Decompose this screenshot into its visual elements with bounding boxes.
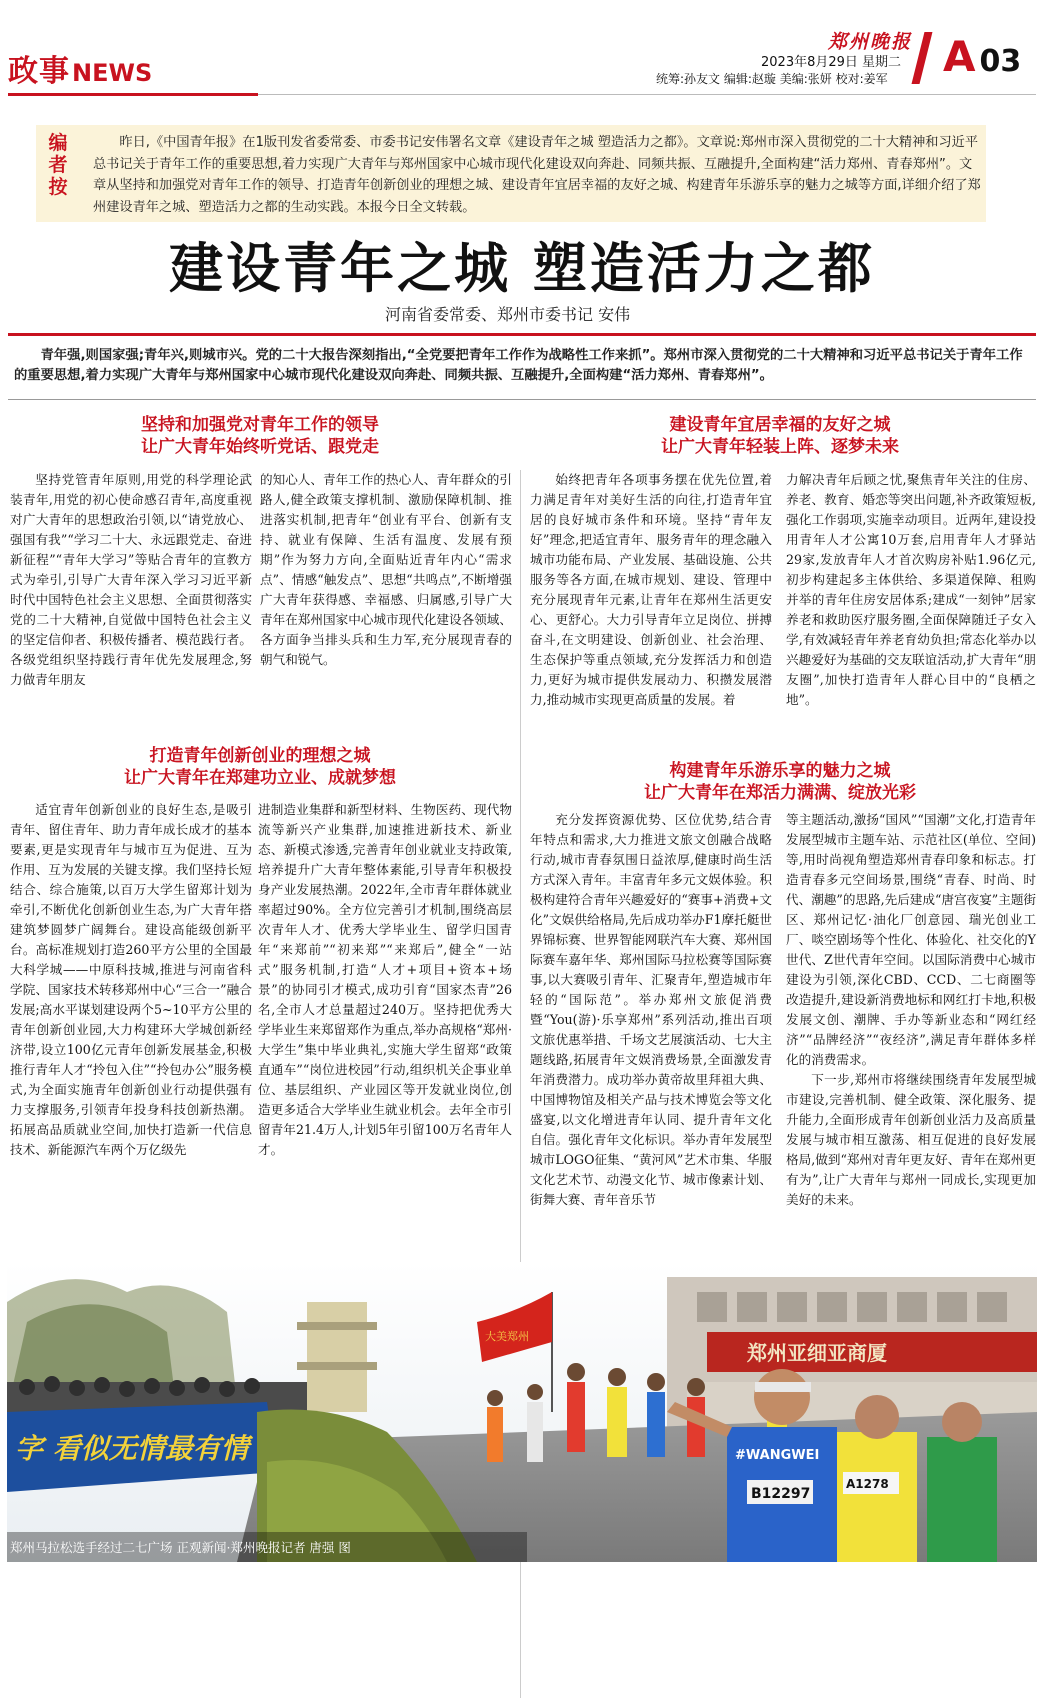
section1-heading-line1: 坚持和加强党对青年工作的领导: [141, 415, 379, 435]
article-lead: 青年强,则国家强;青年兴,则城市兴。党的二十大报告深刻指出,“全党要把青年工作作为战略性工作来抓”。郑州市深入贯彻党的二十大精神和习近平总书记关于青年工作的重要思想,着力实现广大青年与郑州国家中心城市现代化建设双向奔赴、同频共振、互融提升,全面构建“活力郑州、青春郑州”。: [14, 348, 1023, 383]
section4-heading-line1: 构建青年乐游乐享的魅力之城: [669, 761, 891, 781]
section1-heading-line2: 让广大青年始终听党话、跟党走: [141, 437, 379, 457]
section3-col2: 力解决青年后顾之忧,聚焦青年关注的住房、养老、教育、婚恋等突出问题,补齐政策短板,强化工作弱项,实施幸动项目。近两年,建设投用青年人才公寓10万套,启用青年人才驿站29家,发放青年人才首次购房补贴1.96亿元,初步构建起多主体供给、多渠道保障、租购并举的青年住房安居体系;建成“一刻钟”居家养老和救助医疗服务圈,全面保障随迁子女入学,有效减轻青年养老育幼负担;常态化举办以兴趣爱好为基础的交友联谊活动,扩大青年“朋友圈”,加快打造青年人群心目中的“良栖之地”。: [786, 472, 1036, 707]
section2-heading: [10, 745, 510, 789]
lead-rule: [8, 399, 1036, 400]
building-sign: 郑州亚细亚商厦: [747, 1341, 887, 1365]
section4-col2-wrap: [786, 810, 1036, 1210]
staff-credits: 统筹:孙友文 编辑:赵璇 美编:张妍 校对:姜军: [656, 72, 888, 86]
section-underline: [8, 93, 258, 96]
page-digits: 03: [979, 44, 1022, 79]
section-title: [8, 46, 152, 90]
issue-date: 2023年8月29日 星期二: [761, 55, 902, 70]
section2-heading-line2: 让广大青年在郑建功立业、成就梦想: [124, 768, 396, 788]
section4-closing: 下一步,郑州市将继续围绕青年发展型城市建设,完善机制、健全政策、深化服务、提升能力,全面形成青年创新创业活力及高质量发展与城市相互激荡、相互促进的良好发展格局,做到“郑州对青年更友好、青年在郑州更有为”,让广大青年与郑州一同成长,实现更加美好的未来。: [786, 1072, 1036, 1207]
section3-col1: 始终把青年各项事务摆在优先位置,着力满足青年对美好生活的向往,打造青年宜居的良好城市条件和环境。坚持“青年友好”理念,把适宜青年、服务青年的理念融入城市功能布局、产业发展、基础设施、公共服务等各方面,在城市规划、建设、管理中充分展现青年元素,让青年在郑州生活更安心、更舒心。大力引导青年立足岗位、拼搏奋斗,在文明建设、创新创业、社会治理、生态保护等重点领域,充分发挥活力和创造力,更好为城市提供发展动力、积攒发展潜力,推动城市实现更高质量的发展。着: [530, 472, 772, 707]
flag-text: 大美郑州: [485, 1330, 529, 1343]
section1-col2: 的知心人、青年工作的热心人、青年群众的引路人,健全政策支撑机制、激励保障机制、推进落实机制,把青年“创业有平台、创新有支持、就业有保障、生活有温度、发展有预期”作为努力方向,全面贴近青年内心“需求点”、情感“触发点”、思想“共鸣点”,不断增强广大青年获得感、幸福感、归属感,引导广大青年在郑州国家中心城市现代化建设各领域、各方面争当排头兵和生力军,充分展现青春的朝气和锐气。: [260, 472, 512, 667]
article-byline: 河南省委常委、郑州市委书记 安伟: [385, 305, 631, 324]
section2-col1: 适宜青年创新创业的良好生态,是吸引青年、留住青年、助力青年成长成才的基本要素,更是实现青年与城市互为促进、互为作用、互为发展的关键支撑。我们坚持长短结合、综合施策,以百万大学生留郑计划为牵引,不断优化创新创业生态,为广大青年搭建筑梦圆梦广阔舞台。建设高能级创新平台。高标准规划打造260平方公里的全国最大科学城——中原科技城,推进与河南省科学院、国家技术转移郑州中心“三合一”融合发展;高水平谋划建设两个5~10平方公里的青年创新创业园,大力构建环大学城创新经济带,设立100亿元青年创新发展基金,积极推行青年人才“拎包入住”“拎包办公”服务模式,为全面实施青年创新创业行动提供强有力支撑服务,引领青年投身科技创新热潮。拓展高品质就业空间,加快打造新一代信息技术、新能源汽车两个万亿级先: [10, 802, 252, 1157]
section2-col2: 进制造业集群和新型材料、生物医药、现代物流等新兴产业集群,加速推进新技术、新业态、新模式渗透,完善青年创业就业支持政策,培养提升广大青年整体素能,引导青年积极投身产业发展热潮。2022年,全市青年群体就业率超过90%。全方位完善引才机制,围绕高层次青年人才、优秀大学毕业生、留学归国青年“来郑前”“初来郑”“来郑后”,健全“一站式”服务机制,打造“人才+项目+资本+场景”的协同引才模式,成功引育“国家杰青”26名,全市人才总量超过240万。坚持把优秀大学毕业生来郑留郑作为重点,举办高规格“郑州·大学生”集中毕业典礼,实施大学生留郑“政策直通车”“岗位进校园”行动,组织机关企事业单位、基层组织、产业园区等开发就业岗位,创造更多适合大学毕业生就业机会。去年全市引留青年21.4万人,计划5年引留100万名青年人才。: [258, 802, 512, 1157]
bib-number-2: A1278: [846, 1477, 889, 1491]
section3-heading: [530, 414, 1030, 458]
section1-col1: 坚持党管青年原则,用党的科学理论武装青年,用党的初心使命感召青年,高度重视对广大青年的思想政治引领,以“请党放心、强国有我”“学习二十大、永远跟党走、奋进新征程”“青年大学习”等贴合青年的宣教方式为牵引,引导广大青年深入学习习近平新时代中国特色社会主义思想、全面贯彻落实党的二十大精神,自觉做中国特色社会主义的坚定信仰者、积极传播者、模范践行者。各级党组织坚持践行青年优先发展理念,努力做青年朋友: [10, 472, 252, 687]
section4-col2: 等主题活动,激扬“国风”“国潮”文化,打造青年发展型城市主题车站、示范社区(单位、空间)等,用时尚视角塑造郑州青春印象和标志。打造青春多元空间场景,围绕“青春、时尚、时代、潮趣”的思路,先后建成“唐宫夜宴”主题街区、郑州记忆·油化厂创意园、瑞光创业工厂、啖空剧场等个性化、体验化、社交化的Y世代、Z世代青年空间。以国际消费中心城市建设为引领,深化CBD、CCD、二七商圈等改造提升,建设新消费地标和网红打卡地,积极发展文创、潮牌、手办等新业态和“网红经济”“品牌经济”“夜经济”,满足青年群体多样化的消费需求。: [786, 812, 1037, 1067]
header-divider: [258, 94, 1036, 95]
section-title-en: NEWS: [72, 59, 153, 87]
marathon-photo: [7, 1262, 1037, 1562]
page-number: [943, 32, 1021, 81]
editor-note-tag: 编者按: [48, 132, 68, 198]
marathon-photo-illustration: [7, 1262, 1037, 1562]
bib-number-1: B12297: [751, 1486, 811, 1502]
page-slash-decoration: [912, 32, 933, 84]
newspaper-logo: 郑州晚报: [828, 31, 913, 53]
section4-heading-line2: 让广大青年在郑活力满满、绽放光彩: [644, 783, 916, 803]
page-letter: A: [943, 32, 976, 81]
section-title-cn: 政事: [8, 54, 70, 89]
section3-heading-line1: 建设青年宜居幸福的友好之城: [669, 415, 891, 435]
banner-text: 字 看似无情最有情: [15, 1432, 249, 1465]
section1-heading: [10, 414, 510, 458]
editor-note-text: 昨日,《中国青年报》在1版刊发省委常委、市委书记安伟署名文章《建设青年之城 塑造活力之都》。文章说:郑州市深入贯彻党的二十大精神和习近平总书记关于青年工作的重要思想,着力实现广大青年与郑州国家中心城市现代化建设双向奔赴、同频共振、互融提升,全面构建“活力郑州、青春郑州”。文章从坚持和加强党对青年工作的领导、打造青年创新创业的理想之城、建设青年宜居幸福的友好之城、构建青年乐游乐享的魅力之城等方面,详细介绍了郑州建设青年之城、塑造活力之都的生动实践。本报今日全文转载。: [93, 135, 981, 215]
section2-heading-line1: 打造青年创新创业的理想之城: [149, 746, 371, 766]
photo-caption: 郑州马拉松选手经过二七广场 正观新闻·郑州晚报记者 唐强 图: [10, 1540, 351, 1555]
headline-rule: [8, 333, 1036, 336]
shirt-text: #WANGWEI: [735, 1448, 820, 1463]
section4-col1: 充分发挥资源优势、区位优势,结合青年特点和需求,大力推进文旅文创融合战略行动,城市青春氛围日益浓厚,健康时尚生活方式深入青年。丰富青年多元文娱体验。积极构建符合青年兴趣爱好的“赛事+消费+文化”文娱供给格局,先后成功举办F1摩托艇世界锦标赛、世界智能网联汽车大赛、郑州国际赛车嘉年华、郑州国际马拉松赛等国际赛事,以大赛吸引青年、汇聚青年,塑造城市年轻的“国际范”。举办郑州文旅促消费暨“You(游)·乐享郑州”系列活动,推出百项文旅优惠举措、千场文艺展演活动、七大主题线路,拓展青年文娱消费场景,全面激发青年消费潜力。成功举办黄帝故里拜祖大典、中国博物馆及相关产品与技术博览会等文化盛宴,以文化增进青年认同、提升青年文化自信。强化青年文化标识。举办青年发展型城市LOGO征集、“黄河风”艺术市集、华服文化艺术节、动漫文化节、城市像素计划、街舞大赛、青年音乐节: [530, 812, 772, 1207]
article-headline: 建设青年之城 塑造活力之都: [169, 237, 875, 300]
section3-heading-line2: 让广大青年轻装上阵、逐梦未来: [661, 437, 899, 457]
section4-heading: [530, 760, 1030, 804]
